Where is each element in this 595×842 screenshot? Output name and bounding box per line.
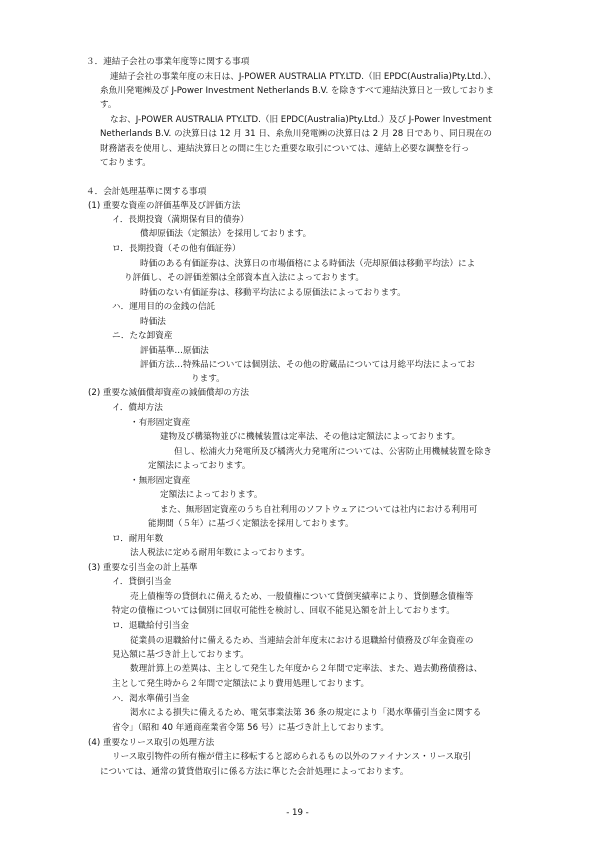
text-line-s4-3-ha: ハ．渇水準備引当金 — [112, 694, 190, 704]
text-line-s4-2-t-b2: 但し、松浦火力発電所及び橘湾火力発電所については、公害防止用機械装置を除き — [174, 447, 492, 457]
text-line-s4-heading: ４．会計処理基準に関する事項 — [86, 187, 207, 197]
text-line-s4-2-i: イ．償却方法 — [112, 403, 163, 413]
text-line-s4-1-ro-b2: り評価し、その評価差額は全部資本直入法によっております。 — [124, 273, 364, 283]
text-line-s3-p2-l4: ております。 — [100, 158, 151, 168]
text-line-s4-2-in-b1: 定額法によっております。 — [160, 490, 263, 500]
text-line-s4-1-i: イ．長期投資（満期保有目的債券） — [112, 215, 249, 225]
text-line-s4-1-ni-b3: ります。 — [191, 374, 225, 384]
text-line-s4-1-ni-b2: 評価方法…特殊品については個別法、その他の貯蔵品については月総平均法によってお — [140, 360, 475, 370]
text-line-s3-p2-l1: なお、J-POWER AUSTRALIA PTY.LTD.（旧 EPDC(Australia)Pty.Ltd.）及び J-Power Investment — [110, 115, 492, 125]
text-line-s4-2-t-b1: 建物及び構築物並びに機械装置は定率法、その他は定額法によっております。 — [160, 432, 461, 442]
text-line-s3-heading: ３．連結子会社の事業年度等に関する事項 — [86, 57, 250, 67]
text-line-s4-1-ha-body: 時価法 — [140, 317, 166, 327]
text-line-s4-2-in-b3: 能期間（５年）に基づく定額法を採用しております。 — [148, 519, 354, 529]
text-line-s4-2-intangible: ・無形固定資産 — [130, 476, 191, 486]
text-line-s4-2-ro: ロ．耐用年数 — [112, 534, 164, 544]
text-line-s4-1-heading: (1) 重要な資産の評価基準及び評価方法 — [88, 201, 241, 211]
text-line-s4-3-i-b1: 売上債権等の貸倒れに備えるため、一般債権について貸倒実績率により、貸倒懸念債権等 — [130, 592, 474, 602]
text-line-s3-p1-l1: 連結子会社の事業年度の末日は、J-POWER AUSTRALIA PTY.LTD.（旧 EPDC(Australia)Pty.Ltd.）、 — [110, 72, 497, 82]
text-line-s4-3-ro-b3: 数理計算上の差異は、主として発生した年度から２年間で定率法、また、過去勤務債務は、 — [130, 664, 483, 674]
text-line-s4-2-t-b3: 定額法によっております。 — [148, 461, 251, 471]
text-line-s4-2-ro-body: 法人税法に定める耐用年数によっております。 — [130, 548, 310, 558]
text-line-s4-2-heading: (2) 重要な減価償却資産の減価償却の方法 — [88, 388, 249, 398]
text-line-s3-p1-l3: す。 — [100, 100, 117, 110]
text-line-s4-4-heading: (4) 重要なリース取引の処理方法 — [88, 738, 215, 748]
page-number: - 19 - — [286, 808, 309, 818]
text-line-s4-3-heading: (3) 重要な引当金の計上基準 — [88, 563, 198, 573]
text-line-s4-4-b2: については、通常の賃貸借取引に係る方法に準じた会計処理によっております。 — [100, 767, 409, 777]
text-line-s4-3-i-b2: 特定の債権については個別に回収可能性を検討し、回収不能見込額を計上しております。 — [112, 606, 455, 616]
text-line-s4-3-ro-b2: 見込額に基づき計上しております。 — [112, 650, 249, 660]
text-line-s4-1-ni: ニ．たな卸資産 — [112, 331, 173, 341]
text-line-s4-1-i-body: 償却原価法（定額法）を採用しております。 — [140, 229, 312, 239]
text-line-s4-3-ha-b2: 省令」（昭和 40 年通商産業省令第 56 号）に基づき計上しております。 — [112, 723, 390, 733]
text-line-s4-4-b1: リース取引物件の所有権が借主に移転すると認められるもの以外のファイナンス・リース取引 — [112, 752, 472, 762]
text-line-s4-3-ro: ロ．退職給付引当金 — [112, 621, 190, 631]
text-line-s4-1-ni-b1: 評価基準…原価法 — [140, 346, 209, 356]
text-line-s4-3-ro-b4: 主として発生時から２年間で定額法により費用処理しております。 — [112, 679, 370, 689]
text-line-s4-2-tangible: ・有形固定資産 — [130, 418, 191, 428]
text-line-s4-2-in-b2: また、無形固定資産のうち自社利用のソフトウェアについては社内における利用可 — [160, 505, 478, 515]
text-line-s4-1-ha: ハ．運用目的の金銭の信託 — [112, 302, 216, 312]
text-line-s4-3-i: イ．貸倒引当金 — [112, 577, 172, 587]
text-line-s4-1-ro-b1: 時価のある有価証券は、決算日の市場価格による時価法（売却原価は移動平均法）によ — [140, 259, 476, 269]
text-line-s3-p2-l3: 財務諸表を使用し、連結決算日との間に生じた重要な取引については、連結上必要な調整を行っ — [100, 144, 470, 154]
text-line-s4-1-ro: ロ．長期投資（その他有価証券） — [112, 244, 241, 254]
text-line-s4-3-ha-b1: 渇水による損失に備えるため、電気事業法第 36 条の規定により「渇水準備引当金に関する — [130, 708, 482, 718]
text-line-s3-p1-l2: 糸魚川発電㈱及び J-Power Investment Netherlands B.V. を除きすべて連結決算日と一致しておりま — [100, 86, 495, 96]
text-line-s4-3-ro-b1: 従業員の退職給付に備えるため、当連結会計年度末における退職給付債務及び年金資産の — [130, 636, 474, 646]
text-line-s4-1-ro-b3: 時価のない有価証券は、移動平均法による原価法によっております。 — [140, 288, 406, 298]
text-line-s3-p2-l2: Netherlands B.V. の決算日は 12 月 31 日、糸魚川発電㈱の決算日は 2 月 28 日であり、同日現在の — [100, 129, 492, 139]
